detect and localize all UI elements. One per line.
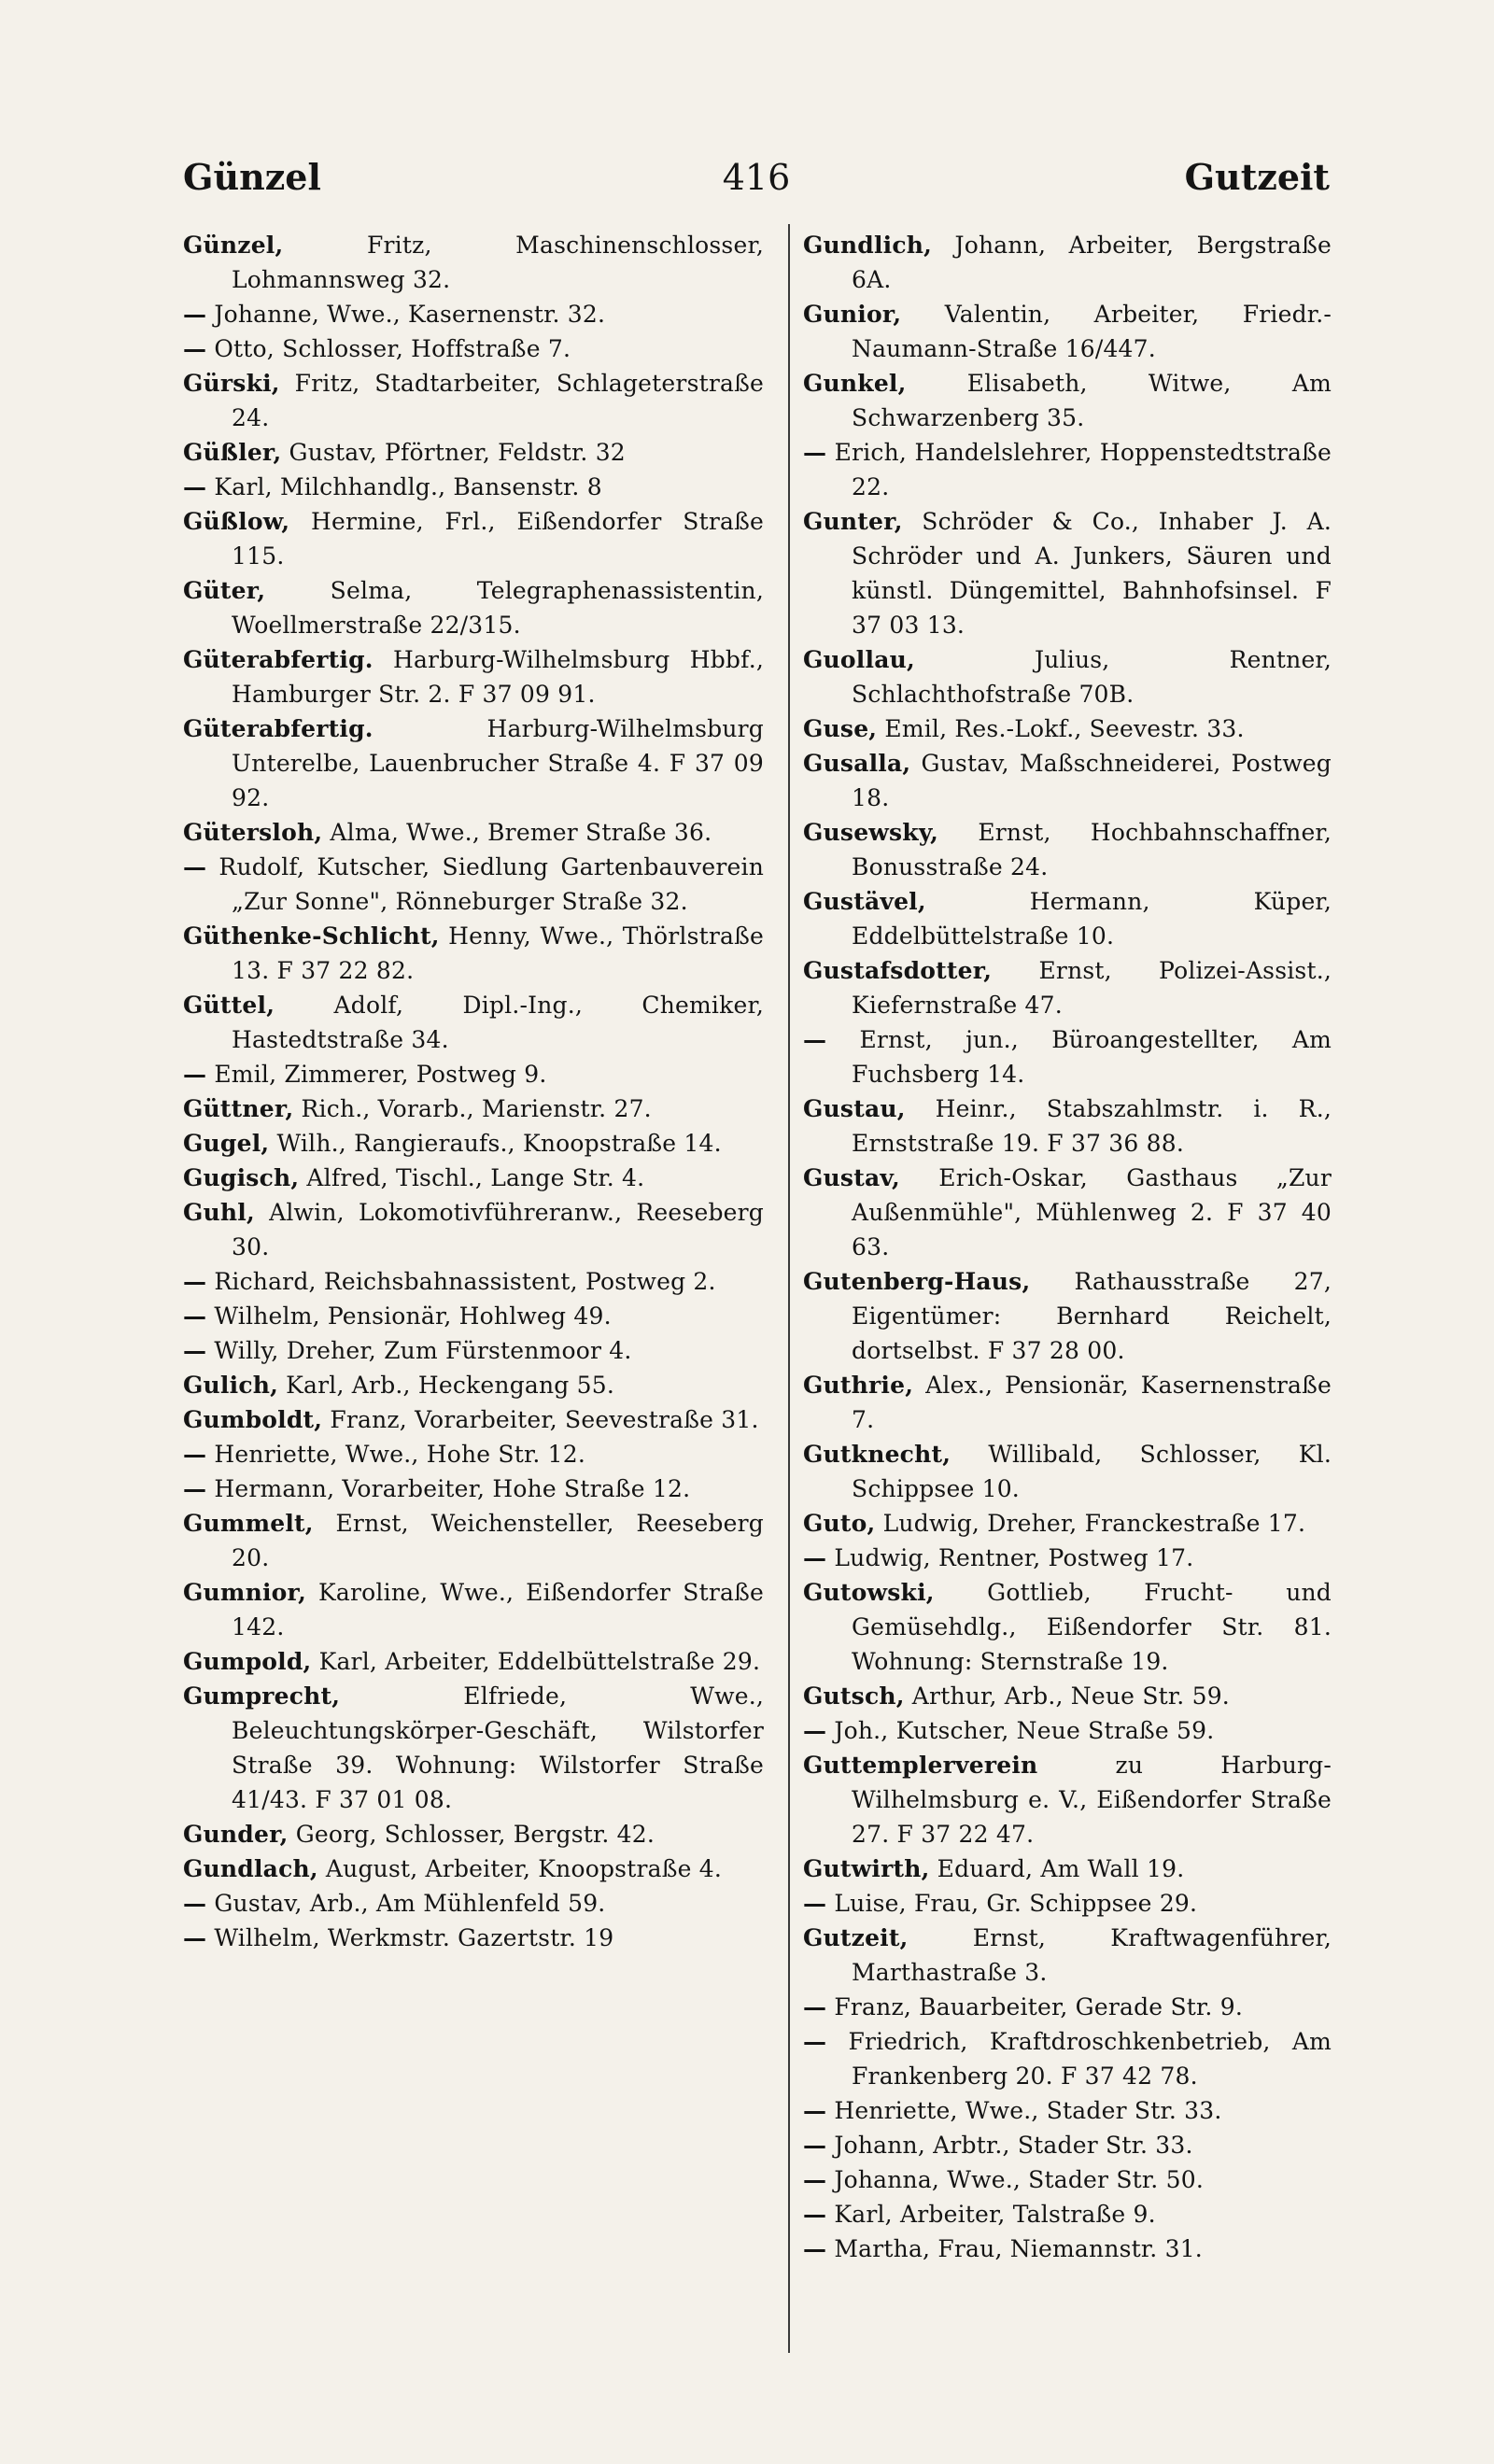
- entry-details: Gustav, Pförtner, Feldstr. 32: [281, 439, 626, 466]
- entry-details: Joh., Kutscher, Neue Straße 59.: [826, 1717, 1215, 1744]
- entry-details: Harburg-Wilhelmsburg Unterelbe, Lauenbrucher Straße 4. F 37 09 92.: [232, 715, 764, 811]
- entry-name: Gutwirth,: [803, 1855, 930, 1882]
- entry-details: Harburg-Wilhelmsburg Hbbf., Hamburger Str. 2. F 37 09 91.: [232, 646, 764, 708]
- entry-details: Johanne, Wwe., Kasernenstr. 32.: [206, 301, 606, 328]
- entry-name: Güßlow,: [183, 508, 290, 535]
- entry-details: August, Arbeiter, Knoopstraße 4.: [317, 1855, 723, 1882]
- directory-entry: [803, 1748, 1332, 1852]
- entry-name: —: [803, 2201, 827, 2228]
- entry-details: Alex., Pensionär, Kasernenstraße 7.: [852, 1372, 1332, 1433]
- directory-entry: [183, 711, 764, 815]
- entry-name: Güthenke-Schlicht,: [183, 922, 440, 950]
- entry-name: —: [183, 1061, 207, 1088]
- directory-entry: [803, 1264, 1332, 1368]
- directory-entry: [803, 435, 1332, 504]
- directory-entry: [183, 297, 764, 331]
- entry-name: Güterabfertig.: [183, 715, 374, 742]
- directory-entry: [183, 1091, 764, 1126]
- entry-name: —: [183, 1890, 207, 1917]
- entry-name: Güterabfertig.: [183, 646, 374, 673]
- directory-entry: [183, 1575, 764, 1644]
- entry-details: Erich-Oskar, Gasthaus „Zur Außenmühle", Mühlenweg 2. F 37 40 63.: [852, 1164, 1332, 1260]
- entry-details: Ludwig, Dreher, Franckestraße 17.: [875, 1510, 1306, 1537]
- entry-details: Georg, Schlosser, Bergstr. 42.: [288, 1821, 655, 1848]
- entry-name: Gutzeit,: [803, 1924, 909, 1951]
- directory-entry: [183, 1471, 764, 1506]
- entry-name: —: [183, 335, 207, 362]
- entry-details: Ernst, Kraftwagenführer, Marthastraße 3.: [852, 1924, 1332, 1986]
- directory-entry: [803, 1161, 1332, 1264]
- directory-entry: [183, 1437, 764, 1471]
- entry-name: Guto,: [803, 1510, 876, 1537]
- directory-entry: [183, 850, 764, 919]
- entry-name: Gustafsdotter,: [803, 957, 993, 984]
- directory-entry: [803, 1886, 1332, 1921]
- directory-entry: [803, 1575, 1332, 1679]
- directory-entry: [183, 366, 764, 435]
- entry-name: Gusewsky,: [803, 819, 939, 846]
- directory-entry: [183, 1057, 764, 1091]
- directory-entry: [183, 1264, 764, 1299]
- directory-entry: [183, 1299, 764, 1333]
- entry-details: zu Harburg-Wilhelmsburg e. V., Eißendorfer Straße 27. F 37 22 47.: [852, 1752, 1332, 1848]
- entry-name: —: [183, 1441, 207, 1468]
- directory-entry: [183, 1679, 764, 1817]
- entry-name: Günzel,: [183, 232, 284, 259]
- entry-details: Selma, Telegraphenassistentin, Woellmerstraße 22/315.: [232, 577, 764, 639]
- entry-name: Gustävel,: [803, 888, 926, 915]
- entry-name: Gumprecht,: [183, 1683, 341, 1710]
- column-divider: [788, 224, 790, 2353]
- directory-entry: [183, 815, 764, 850]
- entry-details: Johann, Arbtr., Stader Str. 33.: [826, 2132, 1193, 2159]
- directory-entry: [183, 573, 764, 642]
- directory-entry: [803, 2093, 1332, 2128]
- entry-name: Gutenberg-Haus,: [803, 1268, 1031, 1295]
- entry-details: Willibald, Schlosser, Kl. Schippsee 10.: [852, 1441, 1332, 1502]
- entry-details: Heinr., Stabszahlmstr. i. R., Ernststraße 19. F 37 36 88.: [852, 1095, 1332, 1157]
- entry-details: Otto, Schlosser, Hoffstraße 7.: [206, 335, 571, 362]
- entry-details: Franz, Vorarbeiter, Seevestraße 31.: [322, 1406, 759, 1433]
- directory-entry: [803, 1368, 1332, 1437]
- directory-entry: [803, 1541, 1332, 1575]
- directory-entry: [803, 366, 1332, 435]
- entry-details: Luise, Frau, Gr. Schippsee 29.: [826, 1890, 1198, 1917]
- entry-name: Güttel,: [183, 992, 275, 1019]
- directory-entry: [183, 1852, 764, 1886]
- directory-entry: [183, 228, 764, 297]
- directory-entry: [803, 1506, 1332, 1541]
- directory-entry: [183, 1644, 764, 1679]
- entry-name: Gundlach,: [183, 1855, 318, 1882]
- entry-name: Gunkel,: [803, 370, 907, 397]
- entry-name: —: [183, 1337, 207, 1364]
- entry-details: Rathausstraße 27, Eigentümer: Bernhard Reichelt, dortselbst. F 37 28 00.: [852, 1268, 1332, 1364]
- entry-details: Willy, Dreher, Zum Fürstenmoor 4.: [206, 1337, 632, 1364]
- entry-name: —: [803, 1717, 827, 1744]
- entry-details: Ludwig, Rentner, Postweg 17.: [826, 1544, 1194, 1571]
- entry-details: Fritz, Maschinenschlosser, Lohmannsweg 32.: [232, 232, 764, 293]
- entry-details: Rich., Vorarb., Marienstr. 27.: [293, 1095, 652, 1122]
- directory-entry: [183, 1195, 764, 1264]
- directory-entry: [183, 919, 764, 988]
- entry-details: Emil, Zimmerer, Postweg 9.: [206, 1061, 547, 1088]
- left-column: [183, 228, 764, 1955]
- entry-details: Wilhelm, Pensionär, Hohlweg 49.: [206, 1302, 612, 1330]
- entry-name: —: [803, 439, 827, 466]
- entry-name: —: [183, 473, 207, 500]
- entry-name: Gundlich,: [803, 232, 933, 259]
- directory-entry: [803, 1091, 1332, 1161]
- directory-entry: [803, 815, 1332, 884]
- directory-entry: [183, 331, 764, 366]
- entry-name: Guttemplerverein: [803, 1752, 1038, 1779]
- directory-entry: [803, 953, 1332, 1022]
- entry-details: Alwin, Lokomotivführeranw., Reeseberg 30.: [232, 1199, 764, 1260]
- entry-details: Richard, Reichsbahnassistent, Postweg 2.: [206, 1268, 716, 1295]
- entry-name: —: [183, 853, 207, 880]
- entry-details: Arthur, Arb., Neue Str. 59.: [904, 1683, 1230, 1710]
- directory-entry: [183, 642, 764, 711]
- header-last-name: Gutzeit: [1184, 156, 1330, 198]
- entry-name: Gutknecht,: [803, 1441, 951, 1468]
- directory-entry: [803, 2162, 1332, 2197]
- entry-name: Guse,: [803, 715, 878, 742]
- entry-details: Johanna, Wwe., Stader Str. 50.: [826, 2166, 1204, 2193]
- directory-entry: [183, 988, 764, 1057]
- entry-name: —: [183, 1475, 207, 1502]
- entry-details: Ernst, jun., Büroangestellter, Am Fuchsberg 14.: [826, 1026, 1332, 1088]
- directory-entry: [803, 2128, 1332, 2162]
- entry-details: Martha, Frau, Niemannstr. 31.: [826, 2235, 1203, 2262]
- entry-name: Gürski,: [183, 370, 280, 397]
- entry-details: Ernst, Hochbahnschaffner, Bonusstraße 24.: [852, 819, 1332, 880]
- entry-details: Gottlieb, Frucht- und Gemüsehdlg., Eißendorfer Str. 81. Wohnung: Sternstraße 19.: [852, 1579, 1332, 1675]
- entry-name: Guthrie,: [803, 1372, 914, 1399]
- entry-details: Karl, Arbeiter, Eddelbüttelstraße 29.: [311, 1648, 761, 1675]
- entry-details: Friedrich, Kraftdroschkenbetrieb, Am Frankenberg 20. F 37 42 78.: [826, 2028, 1332, 2090]
- directory-entry: [183, 1161, 764, 1195]
- entry-name: —: [803, 1026, 827, 1053]
- entry-details: Ernst, Polizei-Assist., Kiefernstraße 47.: [852, 957, 1332, 1019]
- entry-details: Henriette, Wwe., Stader Str. 33.: [826, 2097, 1222, 2124]
- header-first-name: Günzel: [183, 156, 321, 198]
- entry-name: —: [183, 1268, 207, 1295]
- entry-name: Guhl,: [183, 1199, 255, 1226]
- directory-entry: [803, 1713, 1332, 1748]
- entry-name: Gulich,: [183, 1372, 279, 1399]
- entry-details: Karl, Arb., Heckengang 55.: [278, 1372, 615, 1399]
- entry-details: Franz, Bauarbeiter, Gerade Str. 9.: [826, 1993, 1243, 2020]
- entry-details: Hermine, Frl., Eißendorfer Straße 115.: [232, 508, 764, 570]
- directory-entry: [803, 1437, 1332, 1506]
- entry-name: Gunter,: [803, 508, 903, 535]
- directory-entry: [803, 1022, 1332, 1091]
- entry-name: —: [803, 2028, 827, 2055]
- directory-entry: [803, 711, 1332, 746]
- entry-details: Erich, Handelslehrer, Hoppenstedtstraße 22.: [826, 439, 1332, 500]
- entry-name: Gustau,: [803, 1095, 906, 1122]
- entry-details: Ernst, Weichensteller, Reeseberg 20.: [232, 1510, 764, 1571]
- entry-details: Karl, Milchhandlg., Bansenstr. 8: [206, 473, 602, 500]
- directory-entry: [803, 642, 1332, 711]
- entry-details: Adolf, Dipl.-Ing., Chemiker, Hastedtstraße 34.: [232, 992, 764, 1053]
- directory-entry: [183, 1921, 764, 1955]
- entry-details: Hermann, Vorarbeiter, Hohe Straße 12.: [206, 1475, 691, 1502]
- entry-name: Guollau,: [803, 646, 915, 673]
- entry-details: Elfriede, Wwe., Beleuchtungskörper-Geschäft, Wilstorfer Straße 39. Wohnung: Wilstorfer Straße 41/43. F 37 01 08.: [232, 1683, 764, 1813]
- entry-name: Gustav,: [803, 1164, 900, 1191]
- entry-name: —: [183, 1302, 207, 1330]
- entry-name: Güter,: [183, 577, 266, 604]
- entry-details: Gustav, Maßschneiderei, Postweg 18.: [852, 750, 1332, 811]
- directory-entry: [803, 297, 1332, 366]
- entry-name: Gugel,: [183, 1130, 270, 1157]
- entry-name: Gugisch,: [183, 1164, 300, 1191]
- right-column: [803, 228, 1332, 2266]
- entry-name: —: [803, 2235, 827, 2262]
- directory-entry: [803, 2024, 1332, 2093]
- entry-details: Alfred, Tischl., Lange Str. 4.: [299, 1164, 645, 1191]
- entry-name: Güttner,: [183, 1095, 294, 1122]
- entry-name: Gumpold,: [183, 1648, 312, 1675]
- directory-entry: [803, 884, 1332, 953]
- entry-details: Fritz, Stadtarbeiter, Schlageterstraße 24.: [232, 370, 764, 431]
- entry-name: —: [803, 2166, 827, 2193]
- entry-name: Gumnior,: [183, 1579, 306, 1606]
- directory-entry: [183, 1402, 764, 1437]
- entry-name: Gummelt,: [183, 1510, 314, 1537]
- directory-entry: [183, 1333, 764, 1368]
- entry-details: Rudolf, Kutscher, Siedlung Gartenbauverein „Zur Sonne", Rönneburger Straße 32.: [206, 853, 764, 915]
- directory-entry: [803, 746, 1332, 815]
- entry-details: Schröder & Co., Inhaber J. A. Schröder und A. Junkers, Säuren und künstl. Düngemittel, Bahnhofsinsel. F 37 03 13.: [852, 508, 1332, 639]
- directory-entry: [803, 1852, 1332, 1886]
- entry-details: Henriette, Wwe., Hohe Str. 12.: [206, 1441, 586, 1468]
- entry-details: Wilhelm, Werkmstr. Gazertstr. 19: [206, 1924, 614, 1951]
- entry-details: Elisabeth, Witwe, Am Schwarzenberg 35.: [852, 370, 1332, 431]
- directory-entry: [183, 504, 764, 573]
- directory-entry: [183, 435, 764, 470]
- directory-entry: [803, 1921, 1332, 1990]
- entry-name: —: [803, 2132, 827, 2159]
- directory-entry: [803, 1679, 1332, 1713]
- directory-entry: [183, 1368, 764, 1402]
- entry-name: Gunder,: [183, 1821, 289, 1848]
- entry-name: —: [803, 1544, 827, 1571]
- directory-entry: [183, 1886, 764, 1921]
- entry-name: —: [803, 2097, 827, 2124]
- entry-name: Gütersloh,: [183, 819, 323, 846]
- directory-entry: [803, 504, 1332, 642]
- entry-details: Henny, Wwe., Thörlstraße 13. F 37 22 82.: [232, 922, 764, 984]
- directory-entry: [803, 2197, 1332, 2232]
- entry-name: —: [803, 1890, 827, 1917]
- entry-details: Gustav, Arb., Am Mühlenfeld 59.: [206, 1890, 606, 1917]
- directory-entry: [183, 470, 764, 504]
- entry-details: Hermann, Küper, Eddelbüttelstraße 10.: [852, 888, 1332, 950]
- entry-name: Gumboldt,: [183, 1406, 323, 1433]
- entry-details: Alma, Wwe., Bremer Straße 36.: [322, 819, 712, 846]
- entry-name: Gutowski,: [803, 1579, 935, 1606]
- entry-details: Karoline, Wwe., Eißendorfer Straße 142.: [232, 1579, 764, 1640]
- directory-entry: [183, 1126, 764, 1161]
- entry-name: —: [183, 301, 207, 328]
- entry-details: Julius, Rentner, Schlachthofstraße 70B.: [852, 646, 1332, 708]
- entry-name: —: [803, 1993, 827, 2020]
- page-header: [183, 149, 1330, 205]
- directory-entry: [803, 2232, 1332, 2266]
- directory-entry: [803, 1990, 1332, 2024]
- entry-name: Güßler,: [183, 439, 282, 466]
- entry-details: Emil, Res.-Lokf., Seevestr. 33.: [877, 715, 1245, 742]
- entry-name: Gusalla,: [803, 750, 911, 777]
- entry-name: Gutsch,: [803, 1683, 905, 1710]
- directory-entry: [183, 1506, 764, 1575]
- entry-name: —: [183, 1924, 207, 1951]
- entry-name: Gunior,: [803, 301, 902, 328]
- entry-details: Johann, Arbeiter, Bergstraße 6A.: [852, 232, 1332, 293]
- directory-entry: [183, 1817, 764, 1852]
- entry-details: Valentin, Arbeiter, Friedr.-Naumann-Straße 16/447.: [852, 301, 1332, 362]
- entry-details: Eduard, Am Wall 19.: [929, 1855, 1185, 1882]
- entry-details: Wilh., Rangieraufs., Knoopstraße 14.: [269, 1130, 722, 1157]
- page-number: 416: [722, 157, 791, 198]
- directory-entry: [803, 228, 1332, 297]
- entry-details: Karl, Arbeiter, Talstraße 9.: [826, 2201, 1156, 2228]
